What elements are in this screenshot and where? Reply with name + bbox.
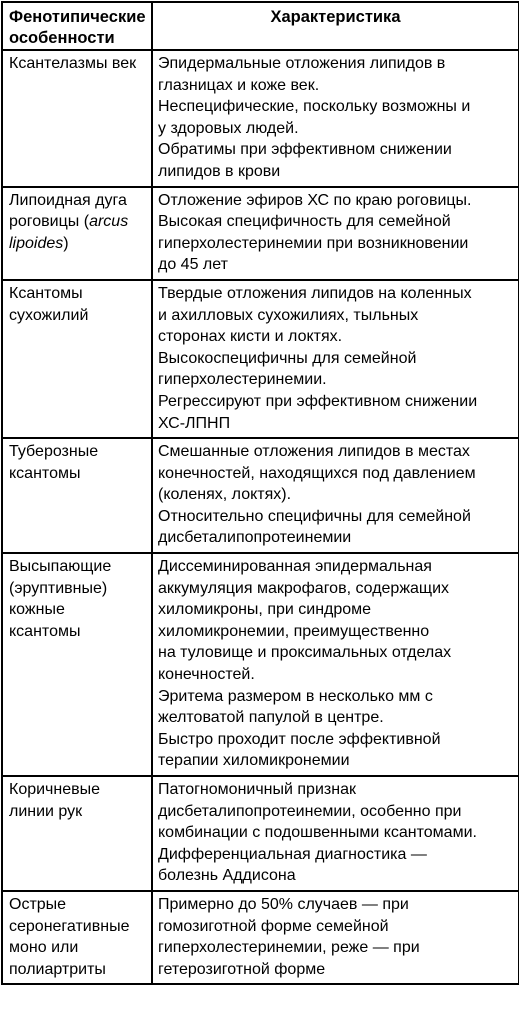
feature-cell [2, 776, 152, 891]
table-row [2, 280, 519, 438]
header-features: Фенотипические особенности [2, 2, 152, 50]
feature-latin-term: arcus [89, 213, 129, 231]
description-line: Обратимы при эффективном снижении [158, 141, 452, 159]
feature-cell [2, 553, 152, 776]
description-line: и ахилловых сухожилиях, тыльных [158, 306, 419, 324]
feature-line: полиартриты [9, 960, 106, 978]
table-row [2, 50, 519, 187]
description-cell [152, 50, 519, 187]
description-line: конечностей, находящихся под давлением [158, 464, 476, 482]
description-line: аккумуляция макрофагов, содержащих [158, 579, 450, 597]
description-cell [152, 553, 519, 776]
table-row [2, 438, 519, 553]
table-row [2, 553, 519, 776]
feature-line: сухожилий [9, 306, 89, 324]
feature-line: ксантомы [9, 464, 81, 482]
feature-line: (эруптивные) [9, 579, 108, 597]
description-line: Быстро проходит после эффективной [158, 730, 441, 748]
description-line: на туловище и проксимальных отделах [158, 644, 452, 662]
phenotype-table [1, 1, 519, 985]
feature-latin-term: lipoides [9, 234, 64, 252]
feature-text: роговицы ( [9, 213, 90, 231]
description-line: терапии хиломикронемии [158, 752, 350, 770]
description-line: Твердые отложения липидов на коленных [158, 284, 472, 302]
description-line: дисбеталипопротеинемии, особенно при [158, 802, 462, 820]
feature-line: серонегативные [9, 917, 130, 935]
description-cell [152, 776, 519, 891]
feature-cell [2, 438, 152, 553]
feature-line: линии рук [9, 802, 83, 820]
table-row [2, 187, 519, 280]
feature-line: Ксантомы [9, 284, 83, 302]
feature-line: Острые [9, 895, 67, 913]
description-line: ХС-ЛПНП [158, 414, 231, 432]
description-line: желтоватой папулой в центре. [158, 709, 384, 727]
table-header-row [2, 2, 519, 50]
feature-cell [2, 891, 152, 984]
description-line: Относительно специфичны для семейной [158, 507, 471, 525]
description-line: Высокая специфичность для семейной [158, 213, 451, 231]
description-cell [152, 891, 519, 984]
feature-line: моно или [9, 939, 79, 957]
description-line: хиломикроны, при синдроме [158, 601, 372, 619]
feature-line: Ксантелазмы век [9, 55, 137, 72]
description-line: гиперхолестеринемии. [158, 371, 327, 389]
description-line: гомозиготной форме семейной [158, 917, 389, 935]
feature-line: кожные [9, 601, 65, 619]
description-line: (коленях, локтях). [158, 486, 292, 504]
description-line: у здоровых людей. [158, 119, 299, 137]
description-line: конечностей. [158, 666, 255, 684]
description-line: глазницах и коже век. [158, 76, 320, 94]
description-line: Неспецифические, поскольку возможны и [158, 98, 471, 116]
description-line: Эритема размером в несколько мм с [158, 687, 433, 705]
description-line: Примерно до 50% случаев — при [158, 895, 409, 913]
description-line: болезнь Аддисона [158, 867, 296, 885]
description-line: липидов в крови [158, 162, 281, 180]
feature-cell [2, 187, 152, 280]
feature-line: Коричневые [9, 781, 101, 798]
description-line: Патогномоничный признак [158, 781, 356, 798]
feature-text: ) [63, 234, 69, 252]
feature-line [9, 233, 147, 255]
description-cell [152, 280, 519, 438]
description-cell [152, 438, 519, 553]
feature-line: Туберозные [9, 443, 99, 461]
description-line: Диссеминированная эпидермальная [158, 558, 432, 576]
description-line: Смешанные отложения липидов в местах [158, 443, 470, 461]
description-line: комбинации с подошвенными ксантомами. [158, 824, 477, 842]
table-row [2, 891, 519, 984]
description-line: хиломикронемии, преимущественно [158, 622, 430, 640]
description-line: гиперхолестеринемии, реже — при [158, 939, 420, 957]
table-row [2, 776, 519, 891]
description-line: Дифференциальная диагностика — [158, 845, 427, 863]
header-characteristics: Характеристика [152, 2, 519, 50]
description-line: дисбеталипопротеинемии [158, 529, 352, 547]
feature-cell [2, 280, 152, 438]
feature-cell [2, 50, 152, 187]
description-line: сторонах кисти и локтях. [158, 328, 343, 346]
description-line: Отложение эфиров ХС по краю роговицы. [158, 191, 472, 209]
description-cell [152, 187, 519, 280]
description-line: до 45 лет [158, 256, 228, 274]
description-line: Высокоспецифичны для семейной [158, 349, 417, 367]
description-line: гиперхолестеринемии при возникновении [158, 234, 469, 252]
description-line: Эпидермальные отложения липидов в [158, 55, 446, 72]
feature-line [9, 211, 147, 233]
description-line: гетерозиготной форме [158, 960, 326, 978]
feature-line: Высыпающие [9, 558, 112, 576]
description-line: Регрессируют при эффективном снижении [158, 392, 478, 410]
feature-line: Липоидная дуга [9, 191, 127, 209]
feature-line: ксантомы [9, 622, 81, 640]
